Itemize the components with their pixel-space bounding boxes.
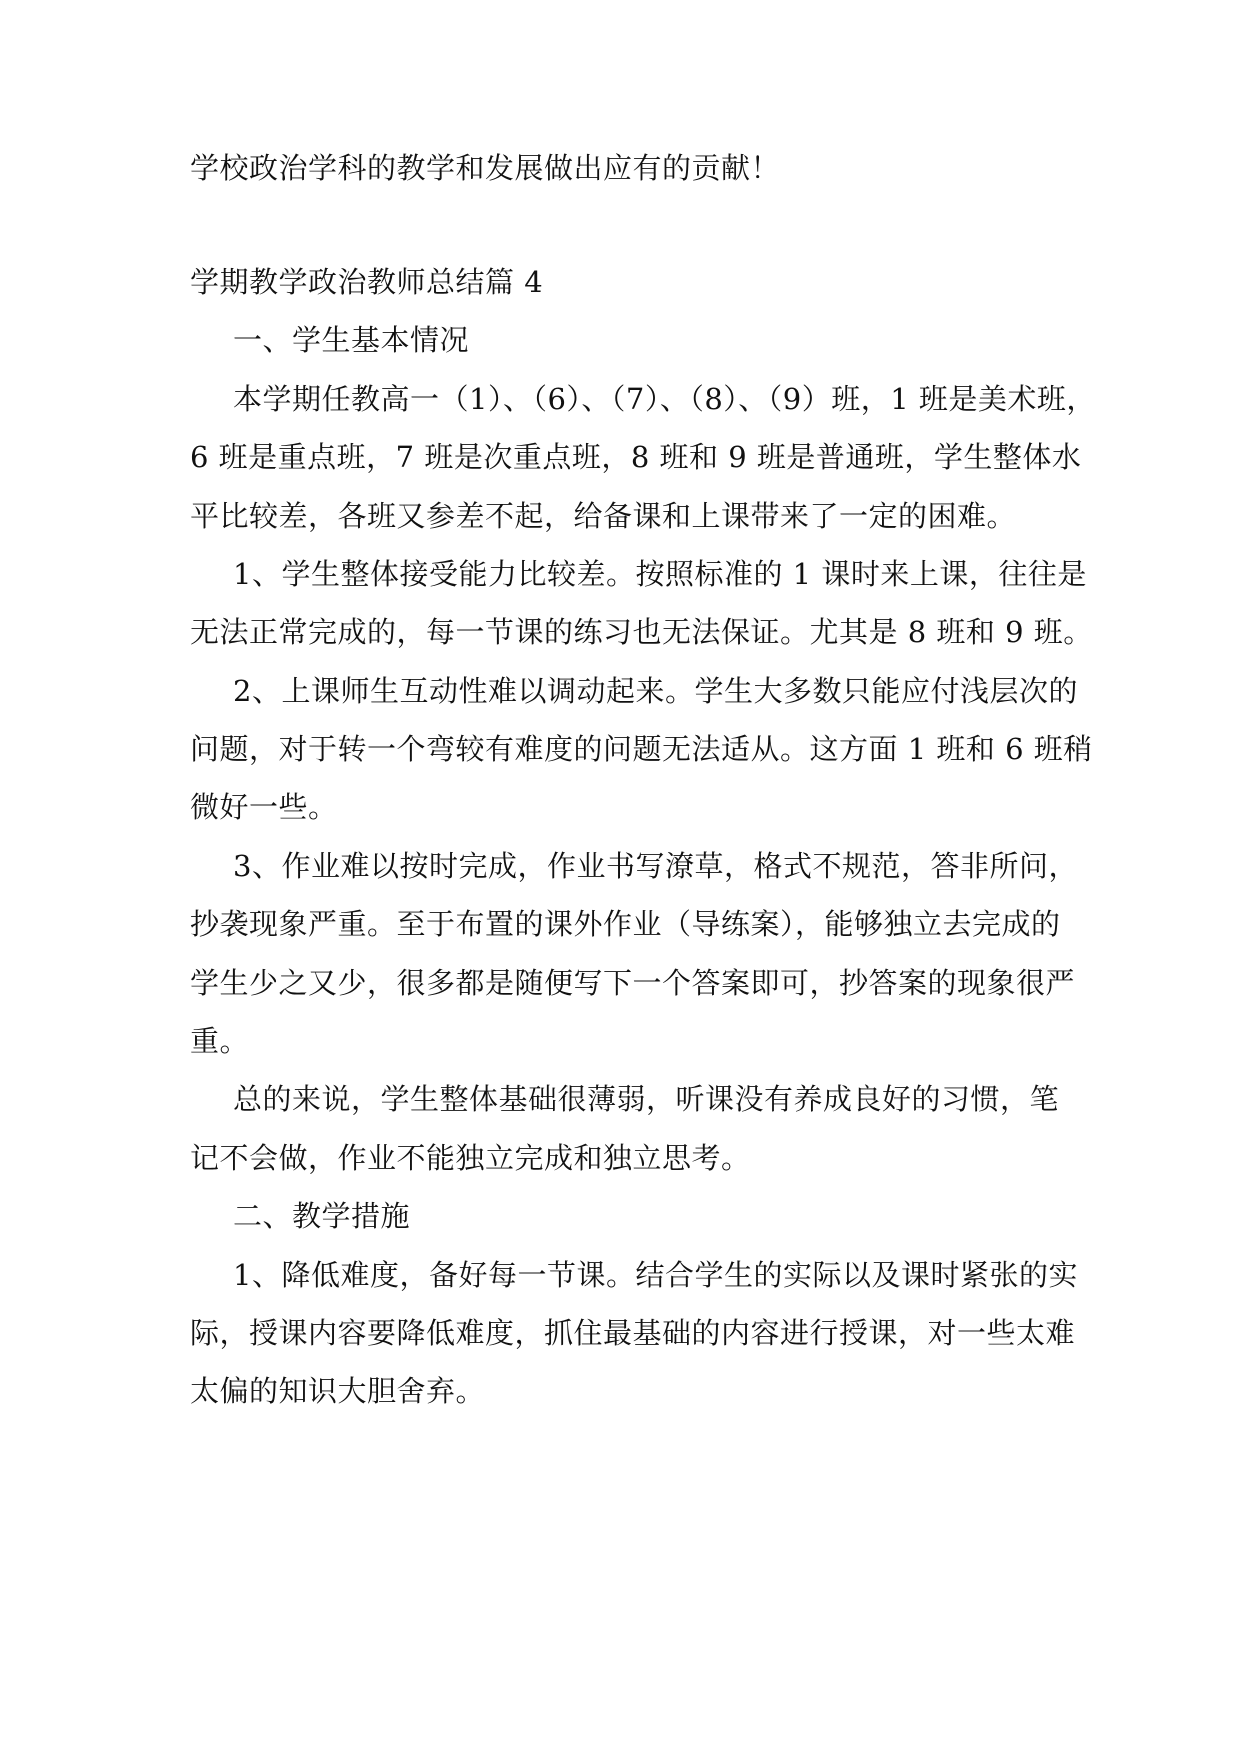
text-line: 1、学生整体接受能力比较差。按照标准的 1 课时来上课，往往是 [233,557,1087,591]
text-line: 2、上课师生互动性难以调动起来。学生大多数只能应付浅层次的 [233,674,1078,708]
text-line: 抄袭现象严重。至于布置的课外作业（导练案），能够独立去完成的 [190,907,1061,941]
text-line: 记不会做，作业不能独立完成和独立思考。 [190,1141,751,1175]
text-line: 问题，对于转一个弯较有难度的问题无法适从。这方面 1 班和 6 班稍 [190,732,1093,766]
heading-line: 二、教学措施 [233,1199,411,1233]
text-line: 平比较差，各班又参差不起，给备课和上课带来了一定的困难。 [190,499,1017,533]
heading-line: 一、学生基本情况 [233,323,470,357]
text-line: 际，授课内容要降低难度，抓住最基础的内容进行授课，对一些太难 [190,1316,1076,1350]
text-line: 微好一些。 [190,790,338,824]
text-line: 6 班是重点班，7 班是次重点班，8 班和 9 班是普通班，学生整体水 [190,440,1082,474]
text-line: 学校政治学科的教学和发展做出应有的贡献！ [190,151,781,185]
text-line: 总的来说，学生整体基础很薄弱，听课没有养成良好的习惯，笔 [233,1082,1060,1116]
text-line: 1、降低难度，备好每一节课。结合学生的实际以及课时紧张的实 [233,1258,1078,1292]
text-line: 重。 [190,1024,250,1058]
text-line: 本学期任教高一（1）、（6）、（7）、（8）、（9）班，1 班是美术班， [233,382,1096,416]
text-line: 学生少之又少，很多都是随便写下一个答案即可，抄答案的现象很严 [190,966,1076,1000]
text-line: 3、作业难以按时完成，作业书写潦草，格式不规范，答非所问， [233,849,1078,883]
text-line: 太偏的知识大胆舍弃。 [190,1374,486,1408]
text-line: 无法正常完成的，每一节课的练习也无法保证。尤其是 8 班和 9 班。 [190,615,1093,649]
section-title: 学期教学政治教师总结篇 4 [190,265,544,299]
